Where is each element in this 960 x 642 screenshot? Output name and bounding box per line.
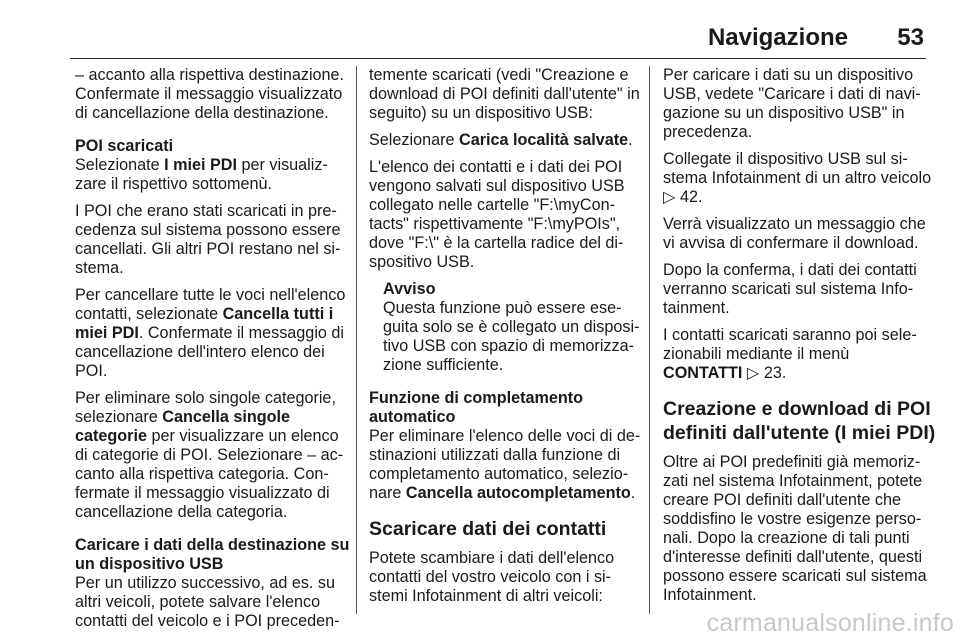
paragraph-exchange-contacts: Potete scambiare i dati dell'elenco contatti del vostro veicolo con i si- stemi Infotainment di altri veicoli: bbox=[369, 549, 615, 605]
paragraph-intro: – accanto alla rispettiva destinazione. Confermate il messaggio visualizzato di cancellazione della destinazione. bbox=[75, 66, 345, 122]
watermark: carmanualsonline.info bbox=[706, 609, 954, 637]
paragraph-delete-categories: Per eliminare solo singole categorie, selezionare Cancella singole categorie per visualizzare un elenco di categorie di POI. Selezionare – ac- canto alla rispettiva categoria. Con- fermate il messaggio visualizzato di cancellazione della categoria. bbox=[75, 389, 344, 521]
menu-item-load-saved: Carica località salvate bbox=[459, 131, 629, 149]
heading-create-poi: Creazione e download di POI definiti dall'utente (I miei PDI) bbox=[663, 398, 936, 444]
paragraph-select-my-poi: Selezionate I miei PDI per visualiz- zare il rispettivo sottomenù. bbox=[75, 156, 328, 193]
menu-item-contacts: CONTATTI bbox=[663, 364, 743, 382]
notice-box: Avviso Questa funzione può essere ese- guita solo se è collegato un disposi- tivo USB con spazio di memorizza- zione sufficiente. bbox=[383, 280, 640, 374]
paragraph-usb-cont: temente scaricati (vedi "Creazione e download di POI definiti dall'utente" in seguito) su un dispositivo USB: bbox=[369, 66, 640, 122]
page-title: Navigazione bbox=[707, 24, 848, 51]
page-header bbox=[70, 22, 926, 59]
paragraph-custom-poi: Oltre ai POI predefiniti già memoriz- zati nel sistema Infotainment, potete creare POI definiti dall'utente che soddisfino le vostre esigenze perso- nali. Dopo la creazione di tali punti d'interesse definiti dall'utente, questi possono essere scaricati sul sistema Infotainment. bbox=[663, 453, 927, 604]
paragraph-upload-ref: Per caricare i dati su un dispositivo USB, vedete "Caricare i dati di navi- gazione su un dispositivo USB" in precedenza. bbox=[663, 66, 921, 141]
paragraph-contacts-menu: I contatti scaricati saranno poi sele- zionabili mediante il menù CONTATTI ▷ 23. bbox=[663, 326, 917, 382]
paragraph-poi-delete-info: I POI che erano stati scaricati in pre- cedenza sul sistema possono essere cancellati. Gli altri POI restano nel si- stema. bbox=[75, 202, 341, 277]
heading-download-contacts: Scaricare dati dei contatti bbox=[369, 518, 607, 540]
column-divider-1 bbox=[356, 66, 357, 614]
paragraph-confirm-message: Verrà visualizzato un messaggio che vi avvisa di confermare il download. bbox=[663, 215, 926, 252]
paragraph-folders: L'elenco dei contatti e i dati dei POI vengono salvati sul dispositivo USB collegato nelle cartelle "F:\myCon- tacts" rispettivamente "F:\myPOIs", dove "F:\" è la cartella radice del di- spositivo USB. bbox=[369, 158, 625, 271]
notice-title: Avviso bbox=[383, 280, 436, 298]
heading-upload-usb: Caricare i dati della destinazione su un dispositivo USB bbox=[75, 536, 350, 573]
page-number: 53 bbox=[897, 24, 924, 51]
paragraph-select-load: Selezionare Carica località salvate. bbox=[369, 131, 633, 149]
column-1 bbox=[75, 66, 350, 639]
paragraph-connect-usb: Collegate il dispositivo USB sul si- stema Infotainment di un altro veicolo ▷ 42. bbox=[663, 150, 932, 206]
paragraph-delete-all: Per cancellare tutte le voci nell'elenco contatti, selezionate Cancella tutti i miei PDI. Confermate il messaggio di cancellazione dell'intero elenco dei POI. bbox=[75, 286, 346, 380]
paragraph-after-confirm: Dopo la conferma, i dati dei contatti verranno scaricati sul sistema Info- tainment. bbox=[663, 261, 917, 317]
menu-item-delete-all: Cancella tutti i bbox=[222, 305, 334, 323]
heading-autocomplete: Funzione di completamento automatico bbox=[369, 389, 584, 426]
menu-item-my-poi: I miei PDI bbox=[164, 156, 237, 174]
page-reference-42[interactable]: ▷ 42. bbox=[663, 188, 703, 206]
column-2 bbox=[369, 66, 641, 614]
paragraph-save-usb: Per un utilizzo successivo, ad es. su altri veicoli, potete salvare l'elenco contatti del veicolo e i POI preceden- bbox=[75, 574, 340, 630]
menu-item-delete-categories: Cancella singole bbox=[162, 408, 291, 426]
paragraph-autocomplete: Per eliminare l'elenco delle voci di de- stinazioni utilizzati dalla funzione di completamento automatico, selezio- nare Cancella autocompletamento. bbox=[369, 427, 641, 502]
column-3 bbox=[663, 66, 936, 613]
menu-item-delete-autocomplete: Cancella autocompletamento bbox=[405, 484, 631, 502]
column-divider-2 bbox=[649, 66, 650, 614]
heading-poi-downloaded: POI scaricati bbox=[75, 137, 174, 155]
page-reference-23[interactable]: ▷ 23. bbox=[742, 364, 787, 382]
